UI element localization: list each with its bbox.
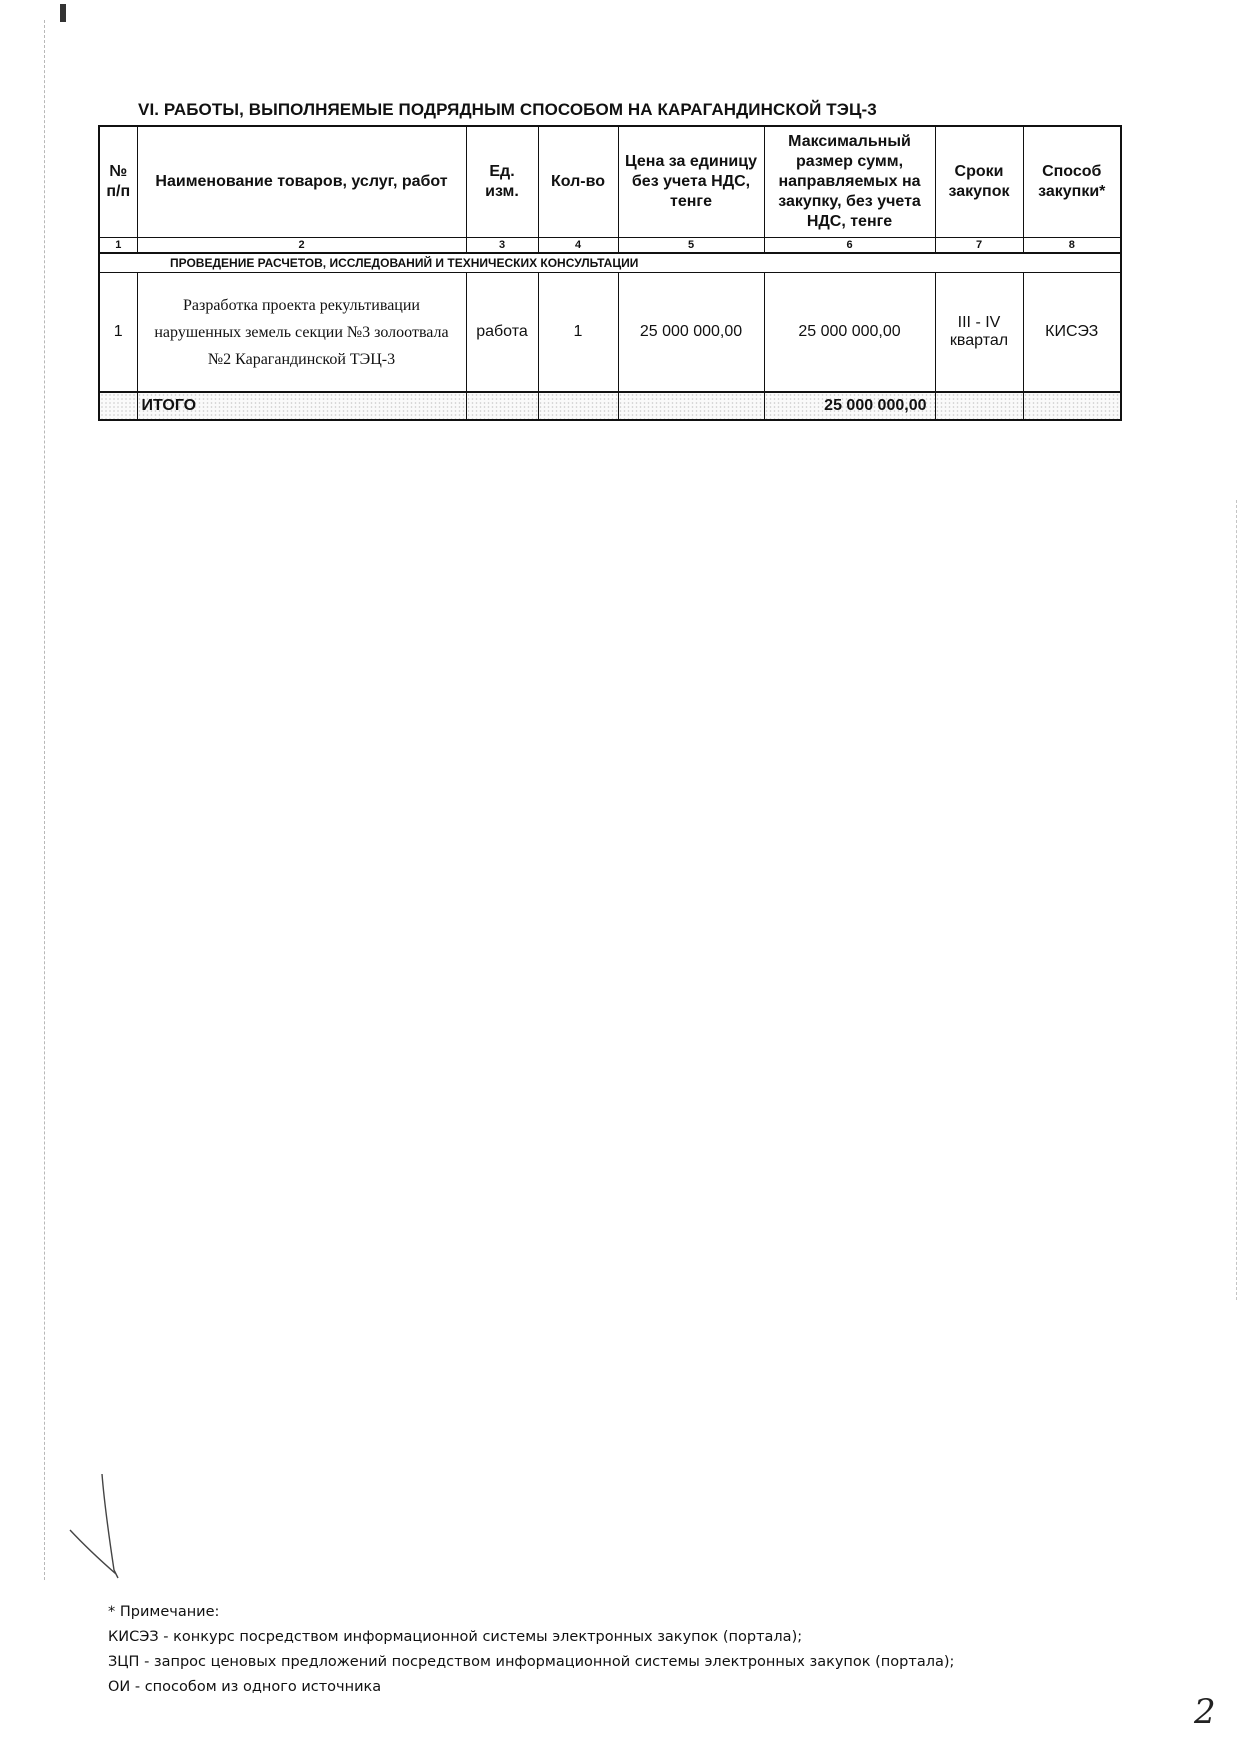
column-number: 6 <box>764 238 935 254</box>
column-number: 3 <box>466 238 538 254</box>
scan-edge-left <box>44 20 45 1580</box>
row-price: 25 000 000,00 <box>618 273 764 393</box>
row-qty: 1 <box>538 273 618 393</box>
total-empty-cell <box>466 392 538 420</box>
column-number: 2 <box>137 238 466 254</box>
header-num: № п/п <box>99 126 137 238</box>
column-number: 1 <box>99 238 137 254</box>
total-value: 25 000 000,00 <box>764 392 935 420</box>
row-name: Разработка проекта рекультивации нарушенных земель секции №3 золоотвала №2 Карагандинской ТЭЦ-3 <box>137 273 466 393</box>
footnote-line: КИСЭЗ - конкурс посредством информационной системы электронных закупок (портала); <box>108 1629 803 1645</box>
total-empty-cell <box>1023 392 1121 420</box>
header-max-sum: Максимальный размер сумм, направляемых на закупку, без учета НДС, тенге <box>764 126 935 238</box>
group-title: ПРОВЕДЕНИЕ РАСЧЕТОВ, ИССЛЕДОВАНИЙ И ТЕХНИЧЕСКИХ КОНСУЛЬТАЦИИ <box>99 253 1121 273</box>
footnote-line: ОИ - способом из одного источника <box>108 1679 382 1695</box>
total-empty-cell <box>99 392 137 420</box>
column-number: 5 <box>618 238 764 254</box>
header-period: Сроки закупок <box>935 126 1023 238</box>
footnote-line: ЗЦП - запрос ценовых предложений посредством информационной системы электронных закупок (портала); <box>108 1654 955 1670</box>
header-price: Цена за единицу без учета НДС, тенге <box>618 126 764 238</box>
row-max-sum: 25 000 000,00 <box>764 273 935 393</box>
total-empty-cell <box>538 392 618 420</box>
signature-mark <box>64 1470 144 1580</box>
column-number: 7 <box>935 238 1023 254</box>
scan-artifact <box>60 4 66 22</box>
column-number: 8 <box>1023 238 1121 254</box>
table-row <box>99 273 1121 393</box>
header-unit: Ед. изм. <box>466 126 538 238</box>
group-row <box>99 253 1121 273</box>
total-row <box>99 392 1121 420</box>
column-number-row <box>99 238 1121 254</box>
header-name: Наименование товаров, услуг, работ <box>137 126 466 238</box>
total-empty-cell <box>618 392 764 420</box>
section-title: VI. РАБОТЫ, ВЫПОЛНЯЕМЫЕ ПОДРЯДНЫМ СПОСОБОМ НА КАРАГАНДИНСКОЙ ТЭЦ-3 <box>138 100 877 119</box>
scan-edge-right <box>1236 500 1237 1300</box>
row-num: 1 <box>99 273 137 393</box>
row-method: КИСЭЗ <box>1023 273 1121 393</box>
column-number: 4 <box>538 238 618 254</box>
header-method: Способ закупки* <box>1023 126 1121 238</box>
footnote-heading: * Примечание: <box>108 1604 220 1620</box>
total-label: ИТОГО <box>137 392 466 420</box>
footnote <box>108 1600 954 1700</box>
row-period: III - IV квартал <box>935 273 1023 393</box>
header-qty: Кол-во <box>538 126 618 238</box>
row-unit: работа <box>466 273 538 393</box>
total-empty-cell <box>935 392 1023 420</box>
header-row <box>99 126 1121 238</box>
procurement-table <box>98 125 1122 421</box>
page-number: 2 <box>1194 1692 1216 1732</box>
